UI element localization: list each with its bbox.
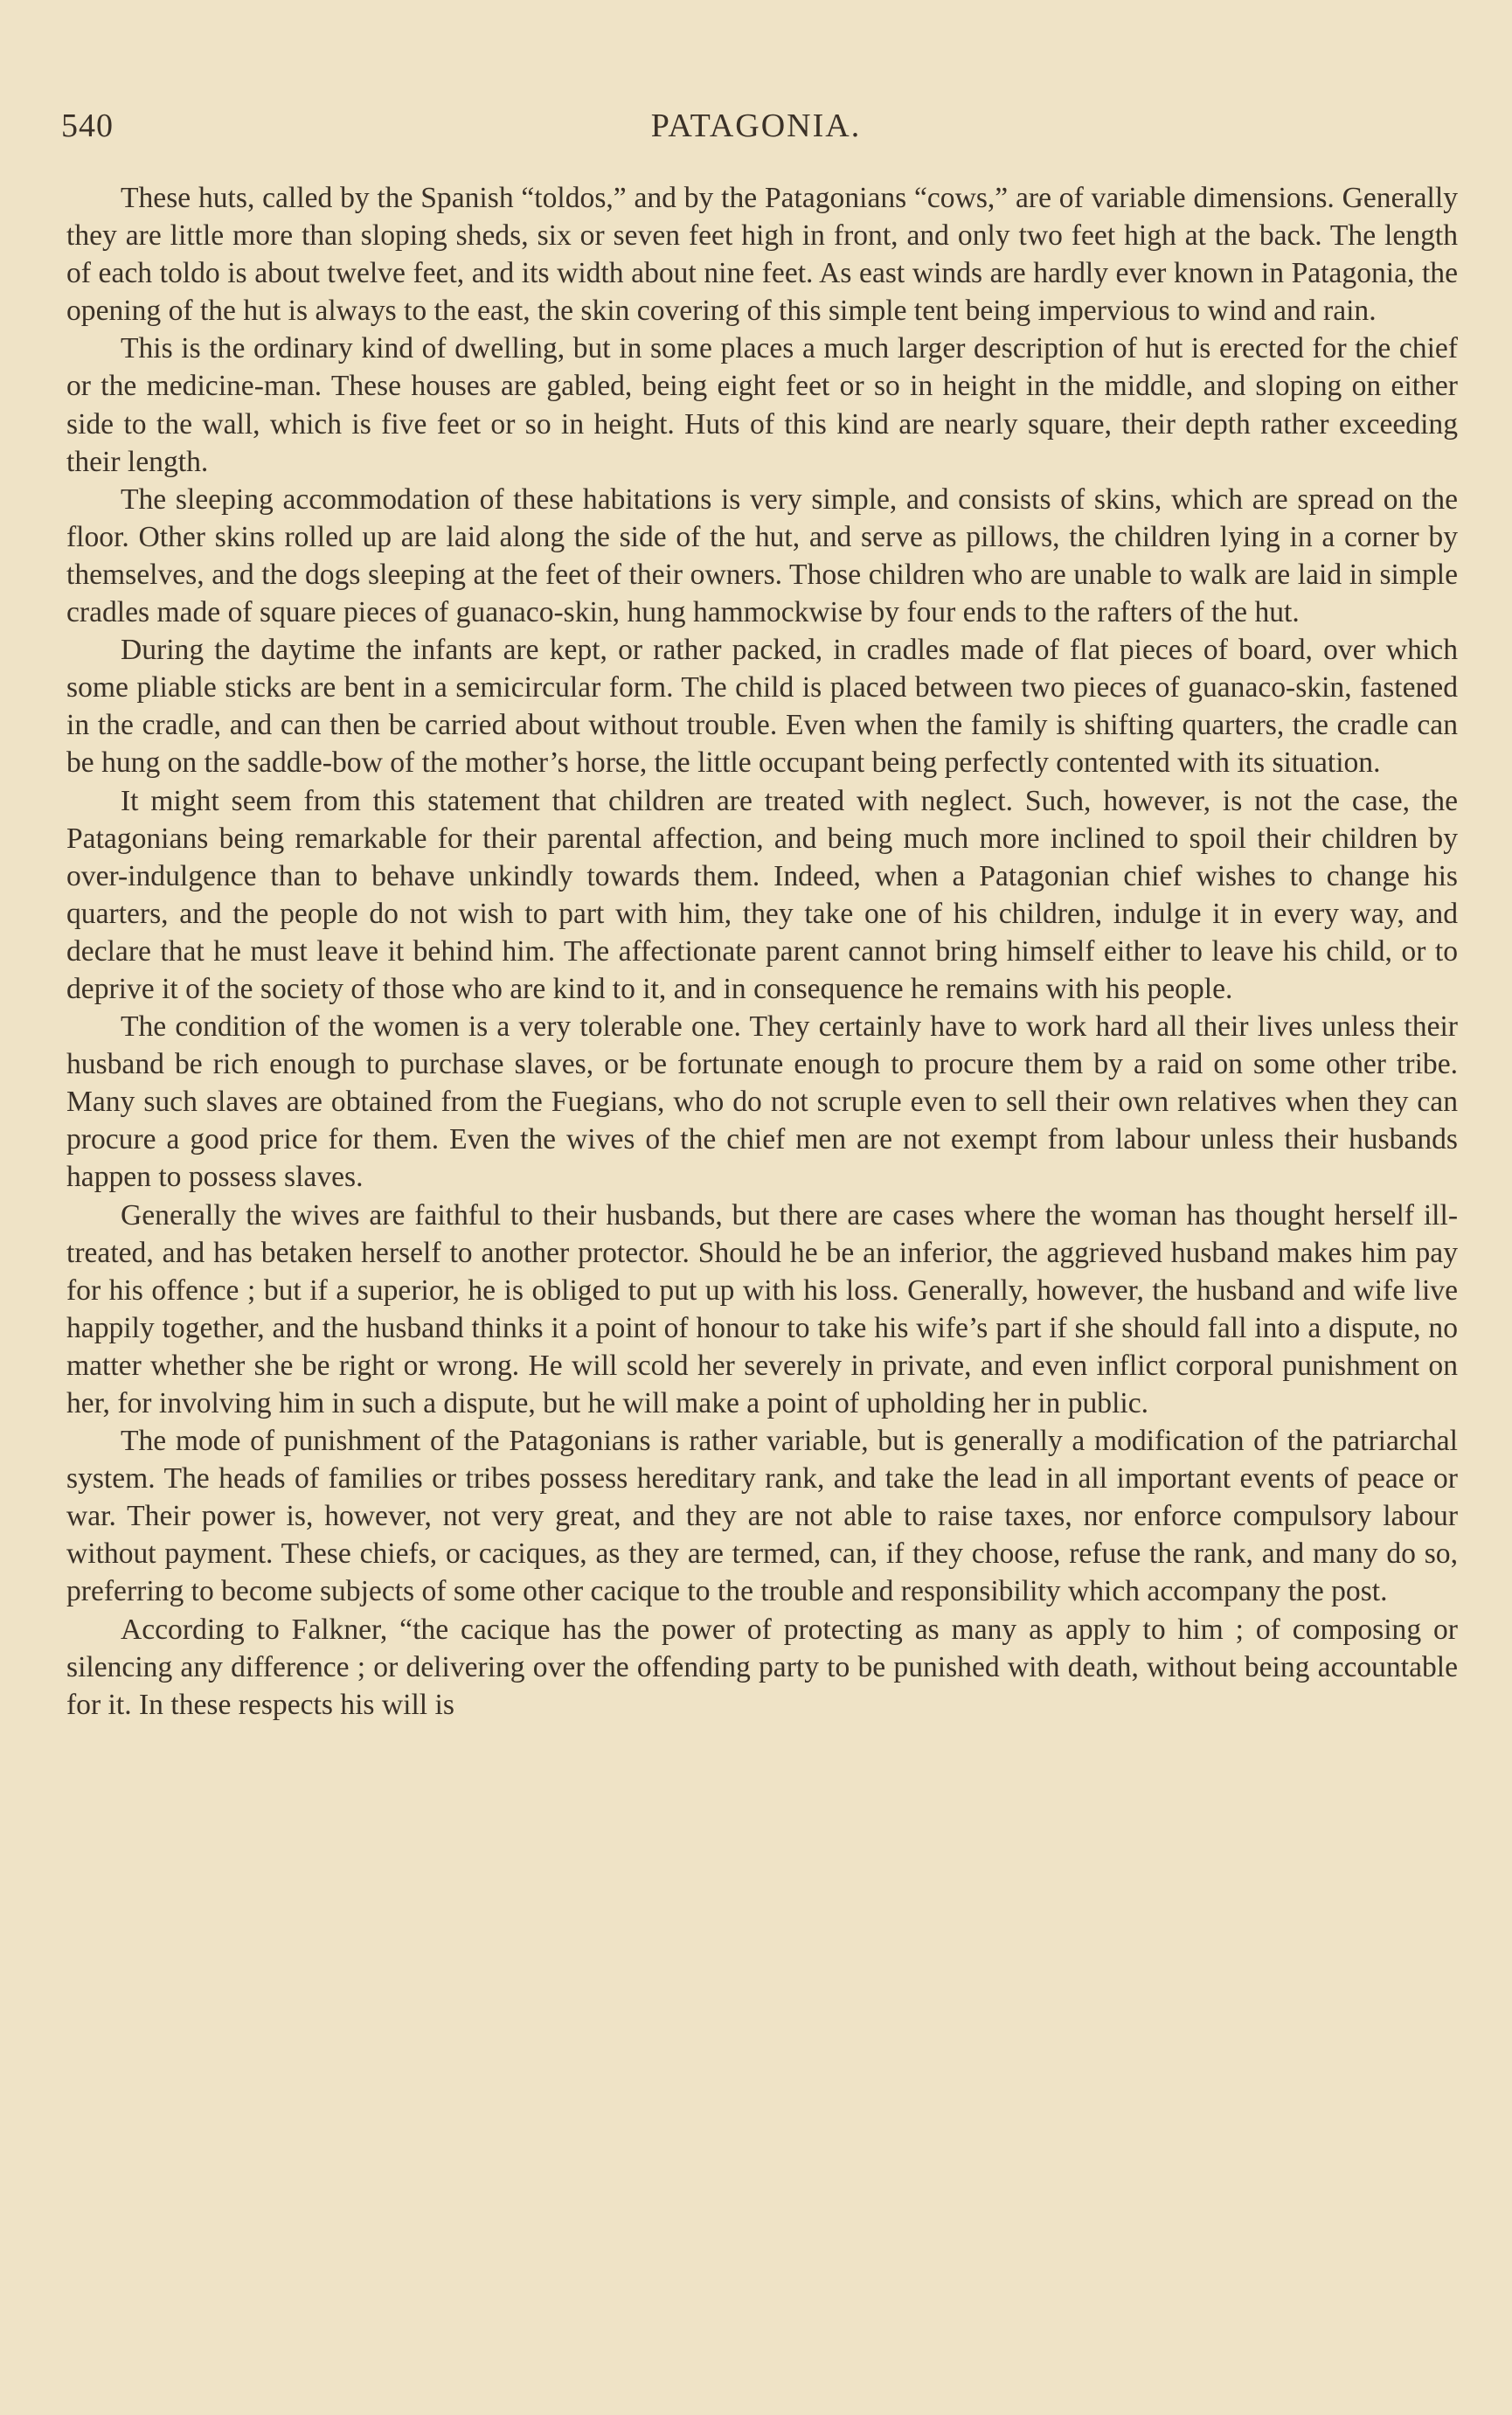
paragraph: The sleeping accommodation of these habitations is very simple, and consists of skins, which are spread on the floor. Other skins rolled up are laid along the side of the hut, and serve as pillows, the children lying in a corner by themselves, and the dogs sleeping at the feet of their owners. Those children who are unable to walk are laid in simple cradles made of square pieces of guanaco-skin, hung hammockwise by four ends to the rafters of the hut. <box>66 482 1458 629</box>
paragraph: This is the ordinary kind of dwelling, but in some places a much larger description of hut is erected for the chief or the medicine-man. These houses are gabled, being eight feet or so in height in the middle, and sloping on either side to the wall, which is five feet or so in height. Huts of this kind are nearly square, their depth rather exceeding their length. <box>66 332 1458 478</box>
page-header <box>61 107 1451 159</box>
page-number: 540 <box>61 108 114 144</box>
paragraph: Generally the wives are faithful to their husbands, but there are cases where the woman has thought herself ill-treated, and has betaken herself to another protector. Should he be an inferior, the aggrieved husband makes him pay for his offence ; but if a superior, he is obliged to put up with his loss. Generally, however, the husband and wife live happily together, and the husband thinks it a point of honour to take his wife’s part if she should fall into a dispute, no matter whether she be right or wrong. He will scold her severely in private, and even inflict corporal punishment on her, for involving him in such a dispute, but he will make a point of upholding her in public. <box>66 1198 1458 1419</box>
paragraph: The condition of the women is a very tolerable one. They certainly have to work hard all their lives unless their husband be rich enough to purchase slaves, or be fortunate enough to procure them by a raid on some other tribe. Many such slaves are obtained from the Fuegians, who do not scruple even to sell their own relatives when they can procure a good price for them. Even the wives of the chief men are not exempt from labour unless their husbands happen to possess slaves. <box>66 1010 1458 1194</box>
paragraph: These huts, called by the Spanish “toldos,” and by the Patagonians “cows,” are of variable dimensions. Generally they are little more than sloping sheds, six or seven feet high in front, and only two feet high at the back. The length of each toldo is about twelve feet, and its width about nine feet. As east winds are hardly ever known in Patagonia, the opening of the hut is always to the east, the skin covering of this simple tent being impervious to wind and rain. <box>66 182 1458 328</box>
paragraph: During the daytime the infants are kept, or rather packed, in cradles made of flat pieces of board, over which some pliable sticks are bent in a semicircular form. The child is placed between two pieces of guanaco-skin, fastened in the cradle, and can then be carried about without trouble. Even when the family is shifting quarters, the cradle can be hung on the saddle-bow of the mother’s horse, the little occupant being perfectly contented with its situation. <box>66 634 1458 780</box>
paragraph: According to Falkner, “the cacique has the power of protecting as many as apply to him ; of composing or silencing any difference ; or delivering over the offending party to be punished with death, without being accountable for it. In these respects his will is <box>66 1613 1458 1721</box>
running-title: PATAGONIA. <box>650 108 862 144</box>
paragraph: The mode of punishment of the Patagonians is rather variable, but is generally a modification of the patriarchal system. The heads of families or tribes possess hereditary rank, and take the lead in all important events of peace or war. Their power is, however, not very great, and they are not able to raise taxes, nor enforce compulsory labour without payment. These chiefs, or caciques, as they are termed, can, if they choose, refuse the rank, and many do so, preferring to become subjects of some other cacique to the trouble and responsibility which accompany the post. <box>66 1425 1458 1608</box>
paragraph: It might seem from this statement that children are treated with neglect. Such, however, is not the case, the Patagonians being remarkable for their parental affection, and being much more inclined to spoil their children by over-indulgence than to behave unkindly towards them. Indeed, when a Patagonian chief wishes to change his quarters, and the people do not wish to part with him, they take one of his children, indulge it in every way, and declare that he must leave it behind him. The affectionate parent cannot bring himself either to leave his child, or to deprive it of the society of those who are kind to it, and in consequence he remains with his people. <box>66 784 1458 1005</box>
body-text <box>66 179 1458 1724</box>
